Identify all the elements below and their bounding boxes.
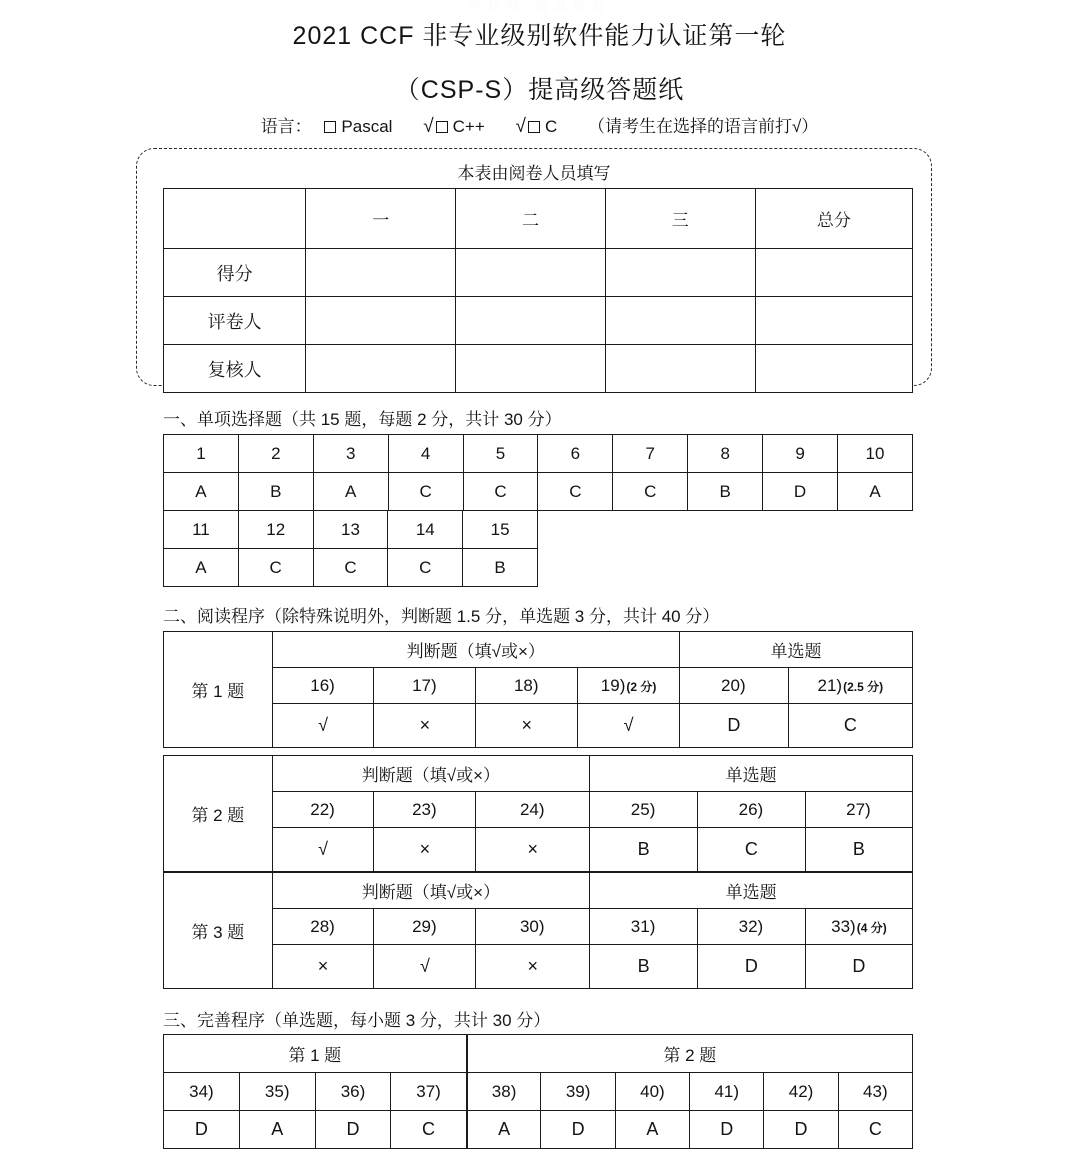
judge-group-label: 判断题（填√或×） (272, 873, 590, 909)
choice-group-label: 单选题 (590, 756, 913, 792)
table-row-question-numbers (164, 668, 913, 704)
answer-cell[interactable]: A (615, 1111, 689, 1149)
grading-cell[interactable] (456, 297, 606, 345)
table-row (164, 345, 913, 393)
table-row-question-numbers (164, 909, 913, 945)
question-number: 43) (838, 1073, 912, 1111)
table-row-question-numbers (164, 1073, 913, 1111)
answer-cell[interactable]: C (388, 549, 463, 587)
question-number: 41) (690, 1073, 764, 1111)
section2-block-3-table (163, 872, 913, 989)
judge-group-label: 判断题（填√或×） (272, 756, 590, 792)
table-row-group-headers (164, 873, 913, 909)
answer-cell[interactable]: D (690, 1111, 764, 1149)
section3-group1-label: 第 1 题 (164, 1035, 467, 1073)
block-label: 第 3 题 (164, 873, 273, 989)
answer-cell[interactable]: √ (272, 704, 374, 748)
answer-cell[interactable]: D (541, 1111, 615, 1149)
question-number: 15 (463, 511, 538, 549)
table-row (164, 297, 913, 345)
language-label: 语言： (260, 117, 312, 136)
language-note: （请考生在选择的语言前打√） (587, 117, 819, 136)
table-row-answers (164, 828, 913, 872)
grading-row-label-grader: 评卷人 (164, 297, 306, 345)
answer-cell[interactable]: × (476, 828, 590, 872)
question-number: 18) (476, 668, 578, 704)
table-row-question-numbers (164, 435, 913, 473)
table-row-question-numbers (164, 792, 913, 828)
answer-cell[interactable]: D (698, 945, 806, 989)
section1-heading: 一、单项选择题（共 15 题，每题 2 分，共计 30 分） (163, 410, 562, 429)
language-option-c[interactable] (516, 117, 562, 136)
grading-cell[interactable] (605, 297, 755, 345)
checkbox-icon-pascal[interactable] (324, 121, 336, 133)
answer-cell[interactable]: × (374, 704, 476, 748)
question-number: 2 (238, 435, 313, 473)
question-number: 6 (538, 435, 613, 473)
answer-cell[interactable]: A (239, 1111, 315, 1149)
answer-cell[interactable]: A (467, 1111, 541, 1149)
question-number: 1 (164, 435, 239, 473)
answer-cell[interactable]: × (476, 945, 590, 989)
language-selection-line (0, 112, 1079, 138)
question-number: 5 (463, 435, 538, 473)
grading-row-label-score: 得分 (164, 249, 306, 297)
question-number: 14 (388, 511, 463, 549)
table-row-answers (164, 945, 913, 989)
question-number: 17) (374, 668, 476, 704)
language-tick-c: √ (515, 116, 526, 137)
grading-table (163, 188, 913, 393)
table-row-answers (164, 704, 913, 748)
question-number: 3 (313, 435, 388, 473)
table-row-group-headers (164, 1035, 913, 1073)
answer-cell[interactable]: √ (374, 945, 476, 989)
table-row (164, 249, 913, 297)
table-row-answers (164, 1111, 913, 1149)
question-number: 31) (590, 909, 698, 945)
answer-cell[interactable]: D (315, 1111, 391, 1149)
answer-cell[interactable]: C (313, 549, 388, 587)
answer-cell[interactable]: B (590, 828, 698, 872)
question-number: 16) (272, 668, 374, 704)
question-number: 30) (476, 909, 590, 945)
grading-cell[interactable] (755, 249, 912, 297)
question-number: 37) (391, 1073, 467, 1111)
question-number: 34) (164, 1073, 240, 1111)
grading-cell[interactable] (605, 345, 755, 393)
question-number: 27) (805, 792, 912, 828)
answer-cell[interactable]: × (374, 828, 476, 872)
answer-cell[interactable]: B (805, 828, 912, 872)
answer-cell[interactable]: √ (272, 828, 374, 872)
question-number: 10 (838, 435, 913, 473)
watermark: 学科网 精品资源 (468, 0, 611, 14)
question-number: 13 (313, 511, 388, 549)
question-number: 4 (388, 435, 463, 473)
table-row-question-numbers (164, 511, 538, 549)
question-number: 8 (688, 435, 763, 473)
answer-cell[interactable]: D (680, 704, 789, 748)
grading-corner-cell (164, 189, 306, 249)
block-label: 第 1 题 (164, 632, 273, 748)
choice-group-label: 单选题 (590, 873, 913, 909)
question-number: 21)(2.5 分) (788, 668, 912, 704)
question-number: 20) (680, 668, 789, 704)
answer-cell[interactable]: C (238, 549, 313, 587)
grading-cell[interactable] (306, 297, 456, 345)
question-number: 28) (272, 909, 374, 945)
grading-cell[interactable] (456, 249, 606, 297)
answer-cell[interactable]: × (272, 945, 374, 989)
question-number: 42) (764, 1073, 838, 1111)
answer-cell[interactable]: D (164, 1111, 240, 1149)
grading-col-total: 总分 (755, 189, 912, 249)
language-name-c: C (544, 117, 558, 136)
question-number: 33)(4 分) (805, 909, 912, 945)
question-number: 24) (476, 792, 590, 828)
question-number: 7 (613, 435, 688, 473)
table-row-group-headers (164, 632, 913, 668)
language-name-cpp: C++ (452, 117, 485, 136)
checkbox-icon-c[interactable] (528, 121, 540, 133)
answer-cell[interactable]: C (463, 473, 538, 511)
question-number: 29) (374, 909, 476, 945)
answer-cell[interactable]: × (476, 704, 578, 748)
checkbox-icon-cpp[interactable] (436, 121, 448, 133)
answer-cell[interactable]: B (463, 549, 538, 587)
language-option-pascal[interactable] (322, 117, 397, 136)
language-option-cpp[interactable] (423, 117, 489, 136)
answer-cell[interactable]: C (538, 473, 613, 511)
language-name-pascal: Pascal (341, 117, 393, 136)
section3-group2-label: 第 2 题 (467, 1035, 913, 1073)
page-title-line2: （CSP-S）提高级答题纸 (394, 76, 685, 104)
grading-col-1: 一 (306, 189, 456, 249)
section2-block-1-table (163, 631, 913, 748)
answer-cell[interactable]: √ (578, 704, 680, 748)
question-number: 35) (239, 1073, 315, 1111)
answer-cell[interactable]: C (613, 473, 688, 511)
question-number: 38) (467, 1073, 541, 1111)
question-number: 32) (698, 909, 806, 945)
grading-col-2: 二 (456, 189, 606, 249)
table-row-grading-header (164, 189, 913, 249)
section3-heading: 三、完善程序（单选题，每小题 3 分，共计 30 分） (163, 1011, 551, 1030)
choice-group-label: 单选题 (680, 632, 913, 668)
grading-cell[interactable] (456, 345, 606, 393)
section1-answer-table-part2 (163, 510, 538, 587)
answer-cell[interactable]: A (164, 549, 239, 587)
grading-cell[interactable] (755, 297, 912, 345)
grading-row-label-reviewer: 复核人 (164, 345, 306, 393)
grading-cell[interactable] (755, 345, 912, 393)
answer-cell[interactable]: C (388, 473, 463, 511)
answer-cell[interactable]: D (763, 473, 838, 511)
answer-cell[interactable]: A (164, 473, 239, 511)
grading-cell[interactable] (306, 345, 456, 393)
section3-answer-table (163, 1034, 913, 1149)
question-number: 9 (763, 435, 838, 473)
question-number: 39) (541, 1073, 615, 1111)
judge-group-label: 判断题（填√或×） (272, 632, 679, 668)
answer-cell[interactable]: D (805, 945, 912, 989)
answer-cell[interactable]: C (838, 1111, 912, 1149)
table-row-answers (164, 473, 913, 511)
answer-cell[interactable]: C (698, 828, 806, 872)
question-number: 26) (698, 792, 806, 828)
question-number: 23) (374, 792, 476, 828)
answer-cell[interactable]: B (590, 945, 698, 989)
question-number: 40) (615, 1073, 689, 1111)
question-number: 22) (272, 792, 374, 828)
answer-cell[interactable]: B (688, 473, 763, 511)
block-label: 第 2 题 (164, 756, 273, 872)
answer-cell[interactable]: A (313, 473, 388, 511)
question-number: 25) (590, 792, 698, 828)
grading-cell[interactable] (306, 249, 456, 297)
question-number: 19)(2 分) (578, 668, 680, 704)
question-number: 36) (315, 1073, 391, 1111)
answer-cell[interactable]: A (838, 473, 913, 511)
answer-cell[interactable]: D (764, 1111, 838, 1149)
answer-cell[interactable]: C (391, 1111, 467, 1149)
question-number: 12 (238, 511, 313, 549)
language-tick-cpp: √ (423, 116, 434, 137)
answer-cell[interactable]: B (238, 473, 313, 511)
table-row-group-headers (164, 756, 913, 792)
section2-block-2-table (163, 755, 913, 872)
section1-answer-table-part1 (163, 434, 913, 511)
page-title-line1: 2021 CCF 非专业级别软件能力认证第一轮 (292, 22, 787, 50)
grading-col-3: 三 (605, 189, 755, 249)
answer-cell[interactable]: C (788, 704, 912, 748)
grading-cell[interactable] (605, 249, 755, 297)
table-row-answers (164, 549, 538, 587)
section2-heading: 二、阅读程序（除特殊说明外，判断题 1.5 分，单选题 3 分，共计 40 分） (163, 607, 720, 626)
question-number: 11 (164, 511, 239, 549)
grading-box-title: 本表由阅卷人员填写 (457, 164, 611, 183)
